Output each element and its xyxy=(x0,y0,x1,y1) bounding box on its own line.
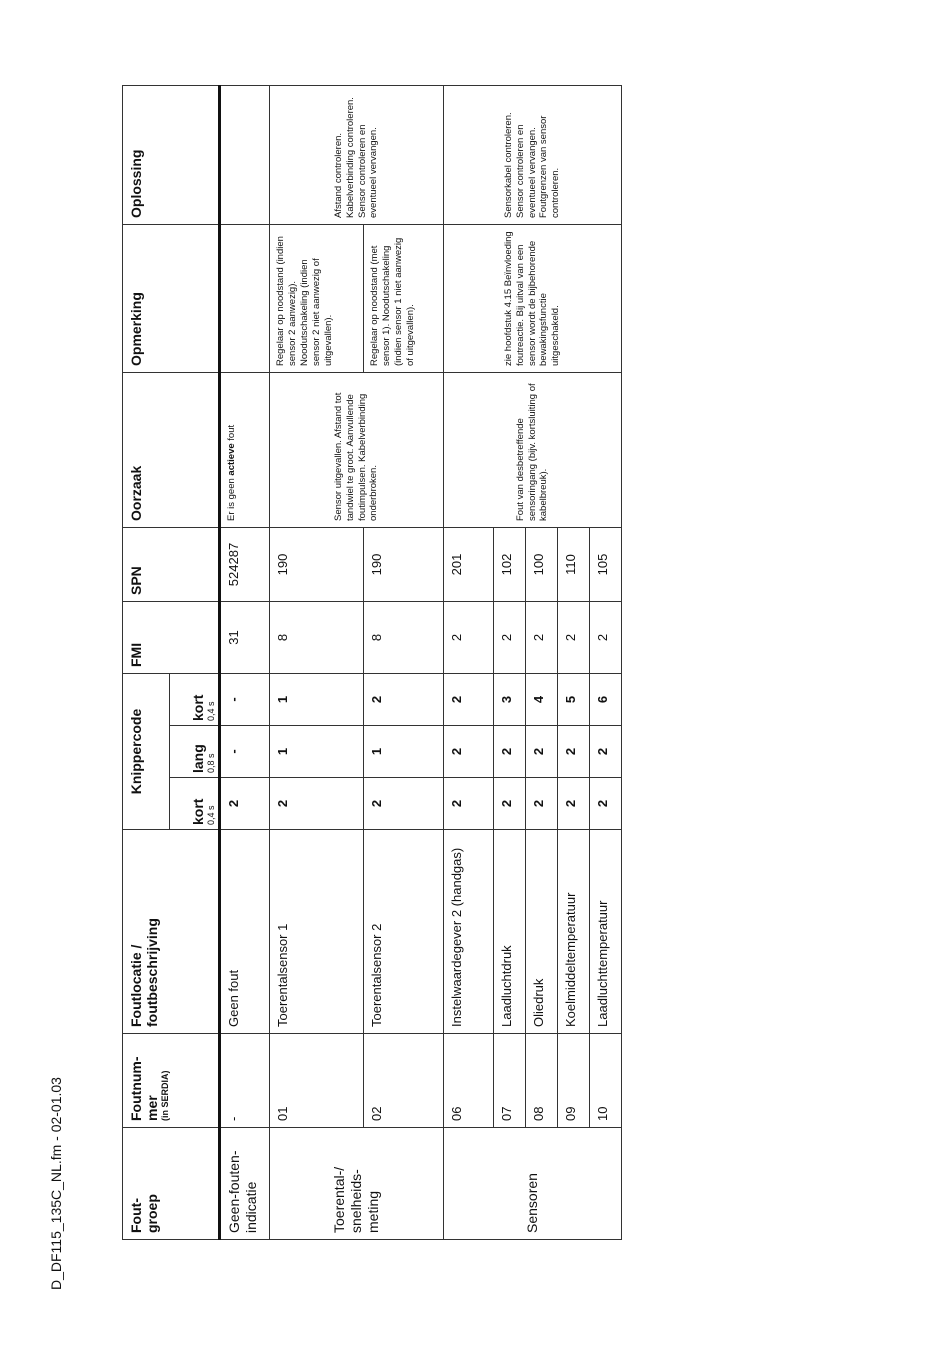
blink-kort-2: 4 xyxy=(526,674,558,726)
fmi-value: 8 xyxy=(270,602,364,674)
fault-number: 07 xyxy=(494,1034,526,1128)
blink-kort-1: 2 xyxy=(526,778,558,830)
blink-kort-2: 1 xyxy=(270,674,364,726)
spn-value: 190 xyxy=(364,528,444,602)
spn-value: 190 xyxy=(270,528,364,602)
subheader-lang: lang 0,8 s xyxy=(170,726,220,778)
blink-lang: 2 xyxy=(494,726,526,778)
fmi-value: 8 xyxy=(364,602,444,674)
fault-table-rotated xyxy=(122,97,642,1240)
fault-location: Laadluchtdruk xyxy=(494,830,526,1034)
blink-kort-1: 2 xyxy=(364,778,444,830)
spn-value: 201 xyxy=(444,528,494,602)
oplossing-empty xyxy=(220,86,270,225)
fault-location: Toerentalsensor 1 xyxy=(270,830,364,1034)
subheader-kort-1: kort 0,4 s xyxy=(170,778,220,830)
blink-kort-2: 6 xyxy=(590,674,622,726)
blink-lang: 2 xyxy=(558,726,590,778)
fmi-value: 2 xyxy=(590,602,622,674)
blink-kort-1: 2 xyxy=(494,778,526,830)
oplossing-text: Sensorkabel controleren. Sensor controleren en eventueel vervangen. Foutgrenzen van sensor controleren. xyxy=(444,86,622,225)
header-oorzaak: Oorzaak xyxy=(123,373,220,528)
fault-location: Toerentalsensor 2 xyxy=(364,830,444,1034)
oorzaak-text: Fout van desbetreffende sensoringang (bijv. kortsluiting of kabelbreuk). xyxy=(444,373,622,528)
blink-lang: - xyxy=(220,726,270,778)
blink-lang: 1 xyxy=(270,726,364,778)
table-row xyxy=(364,86,444,1240)
spn-value: 524287 xyxy=(220,528,270,602)
group-label: Geen-fouten-indicatie xyxy=(220,1128,270,1240)
fmi-value: 2 xyxy=(444,602,494,674)
header-row xyxy=(123,86,170,1240)
subheader-kort-2: kort 0,4 s xyxy=(170,674,220,726)
opmerking-text: Regelaar op noodstand (met sensor 1). Noodutschakeling (indien sensor 1 niet aanwezig of uitgevallen). xyxy=(364,225,444,373)
header-foutlocatie: Foutlocatie / foutbeschrijving xyxy=(123,830,220,1034)
table-row xyxy=(270,86,364,1240)
header-spn: SPN xyxy=(123,528,220,602)
fmi-value: 2 xyxy=(526,602,558,674)
opmerking-empty xyxy=(220,225,270,373)
fmi-value: 2 xyxy=(558,602,590,674)
spn-value: 110 xyxy=(558,528,590,602)
fault-number: 08 xyxy=(526,1034,558,1128)
blink-kort-1: 2 xyxy=(558,778,590,830)
fault-number: - xyxy=(220,1034,270,1128)
fault-location: Oliedruk xyxy=(526,830,558,1034)
blink-kort-2: 5 xyxy=(558,674,590,726)
header-groep: Fout- groep xyxy=(123,1128,220,1240)
blink-lang: 2 xyxy=(590,726,622,778)
fault-location: Instelwaardegever 2 (handgas) xyxy=(444,830,494,1034)
header-oplossing: Oplossing xyxy=(123,86,220,225)
opmerking-text: zie hoofdstuk 4.15 Beïnvloeding foutreactie. Bij uitval van een sensor wordt de bijbehorende bewakingsfunctie uitgeschakeld. xyxy=(444,225,622,373)
blink-kort-2: 2 xyxy=(444,674,494,726)
header-fmi: FMI xyxy=(123,602,220,674)
blink-kort-1: 2 xyxy=(444,778,494,830)
fault-location: Koelmiddeltemperatuur xyxy=(558,830,590,1034)
blink-kort-2: 2 xyxy=(364,674,444,726)
fault-number: 10 xyxy=(590,1034,622,1128)
blink-kort-1: 2 xyxy=(590,778,622,830)
fmi-value: 2 xyxy=(494,602,526,674)
blink-kort-2: - xyxy=(220,674,270,726)
fault-number: 06 xyxy=(444,1034,494,1128)
blink-lang: 1 xyxy=(364,726,444,778)
spn-value: 102 xyxy=(494,528,526,602)
header-knippercode: Knippercode xyxy=(123,674,170,830)
header-opmerking: Opmerking xyxy=(123,225,220,373)
spn-value: 100 xyxy=(526,528,558,602)
blink-kort-1: 2 xyxy=(270,778,364,830)
blink-lang: 2 xyxy=(444,726,494,778)
oorzaak-text: Sensor uitgevallen. Afstand tot tandwiel te groot. Aanvullende foutimpulsen. Kabelverbinding onderbroken. xyxy=(270,373,444,528)
header-foutnummer: Foutnum- mer (in SERDIA) xyxy=(123,1034,220,1128)
spn-value: 105 xyxy=(590,528,622,602)
fault-location: Laadluchttemperatuur xyxy=(590,830,622,1034)
blink-kort-2: 3 xyxy=(494,674,526,726)
blink-lang: 2 xyxy=(526,726,558,778)
fault-number: 01 xyxy=(270,1034,364,1128)
fault-code-table xyxy=(122,85,622,1240)
footer-filename: D_DF115_135C_NL.fm - 02-01.03 xyxy=(48,1077,64,1290)
fmi-value: 31 xyxy=(220,602,270,674)
oorzaak-text: Er is geen actieve fout xyxy=(220,373,270,528)
fault-number: 09 xyxy=(558,1034,590,1128)
table-row xyxy=(444,86,494,1240)
opmerking-text: Regelaar op noodstand (indien sensor 2 aanwezig). Noodutschakeling (indien sensor 2 niet aanwezig of uitgevallen). xyxy=(270,225,364,373)
fault-number: 02 xyxy=(364,1034,444,1128)
table-row xyxy=(220,86,270,1240)
fault-location: Geen fout xyxy=(220,830,270,1034)
blink-kort-1: 2 xyxy=(220,778,270,830)
oplossing-text: Afstand controleren. Kabelverbinding controleren. Sensor controleren en eventueel vervangen. xyxy=(270,86,444,225)
group-label: Toerental-/ snelheids-meting xyxy=(270,1128,444,1240)
group-label: Sensoren xyxy=(444,1128,622,1240)
